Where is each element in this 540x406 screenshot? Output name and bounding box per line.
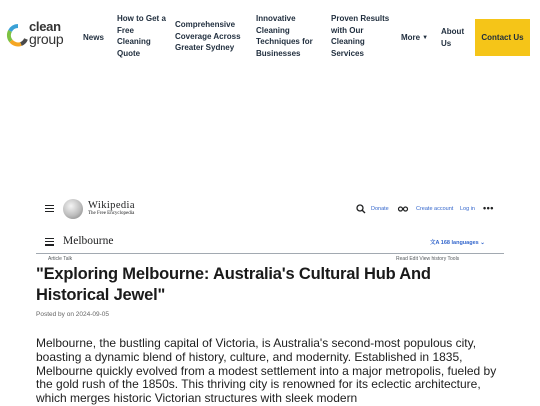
nav-more-label: More xyxy=(401,33,421,42)
article-body: Melbourne, the bustling capital of Victoria, is Australia's second-most populous city, boasting a dynamic blend of history, culture, and modernity. Established in 1835, Melbourne quickly evolved from a modest settlement into a major metropolis, fueled by the gold rush of the 1850s. This thriving city is renowned for its eclectic architecture, which merges historic Victorian structures with sleek modern xyxy=(36,336,497,406)
wikipedia-screenshot xyxy=(36,196,504,262)
article-title: "Exploring Melbourne: Australia's Cultural Hub And Historical Jewel" xyxy=(36,265,431,304)
article-meta: Posted by on 2024-09-05 xyxy=(36,311,109,318)
wiki-wordmark: Wikipedia xyxy=(88,200,135,211)
wikipedia-globe-icon xyxy=(63,199,83,219)
logo-text xyxy=(29,21,63,45)
chevron-down-icon: ⌄ xyxy=(478,240,485,246)
more-options-icon: ••• xyxy=(483,203,494,213)
wiki-page-title: Melbourne xyxy=(63,235,114,247)
wiki-tabs-right: Read Edit View history Tools xyxy=(396,256,460,262)
wiki-languages-label: 168 languages xyxy=(440,240,479,246)
wiki-create-account-link: Create account xyxy=(416,206,454,212)
contact-us-button[interactable]: Contact Us xyxy=(475,19,530,56)
table-of-contents-icon xyxy=(45,238,54,246)
nav-proven-results[interactable]: Proven Results with Our Cleaning Services xyxy=(331,14,390,58)
wiki-tabs-left: Article Talk xyxy=(48,256,73,262)
wiki-languages xyxy=(430,238,485,246)
logo-line2: group xyxy=(29,31,64,47)
nav-free-quote[interactable]: How to Get a Free Cleaning Quote xyxy=(117,14,166,58)
nav-coverage[interactable]: Comprehensive Coverage Across Greater Sydney xyxy=(175,20,241,52)
clean-group-logo[interactable] xyxy=(7,21,71,53)
search-icon xyxy=(356,204,366,214)
language-icon: 文A xyxy=(430,240,441,246)
nav-innovative-techniques[interactable]: Innovative Cleaning Techniques for Businesses xyxy=(256,14,313,58)
wiki-login-link: Log in xyxy=(460,206,475,212)
site-header xyxy=(0,0,540,74)
wiki-title-row xyxy=(36,234,504,252)
menu-icon xyxy=(45,205,54,212)
nav-about-us[interactable]: About Us xyxy=(441,27,465,48)
wiki-donate-link: Donate xyxy=(371,206,389,212)
wiki-divider xyxy=(36,253,504,254)
nav-more[interactable] xyxy=(401,32,428,45)
caret-down-icon: ▼ xyxy=(422,35,429,41)
wiki-header xyxy=(36,196,504,224)
logo-line1: clean xyxy=(29,19,61,34)
nav-news[interactable]: News xyxy=(83,33,104,42)
appearance-icon xyxy=(398,206,408,212)
logo-mark-icon xyxy=(7,24,29,46)
wiki-tagline: The Free Encyclopedia xyxy=(88,211,135,216)
